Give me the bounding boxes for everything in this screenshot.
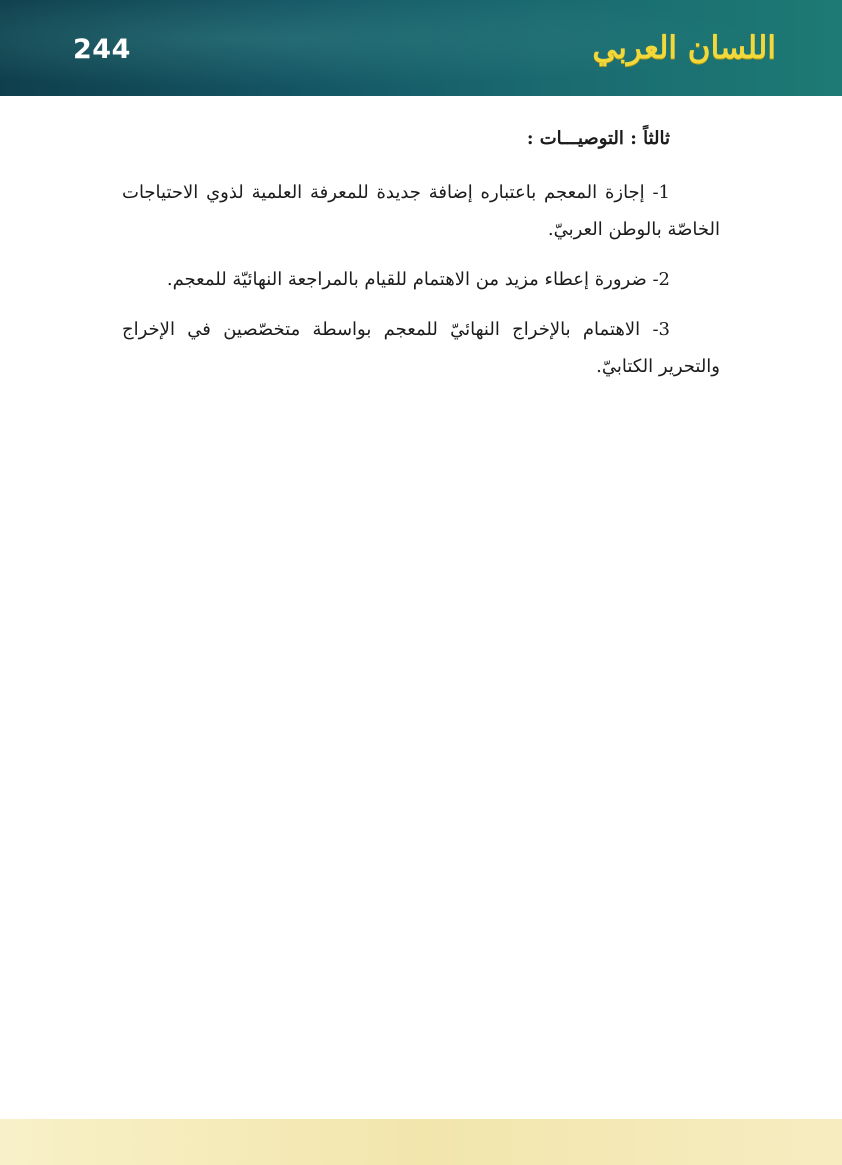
recommendation-item: 1- إجازة المعجم باعتباره إضافة جديدة للمعرفة العلمية لذوي الاحتياجات الخاصّة بالوطن العربيّ. — [122, 182, 720, 240]
page-header — [0, 0, 842, 96]
recommendation-item: 3- الاهتمام بالإخراج النهائيّ للمعجم بواسطة متخصّصين في الإخراج والتحرير الكتابيّ. — [122, 319, 720, 377]
page-content — [122, 122, 720, 398]
section-heading: ثالثاً : التوصيـــات : — [526, 128, 670, 149]
journal-logo: اللسان العربي — [592, 30, 776, 66]
recommendation-item: 2- ضرورة إعطاء مزيد من الاهتمام للقيام بالمراجعة النهائيّة للمعجم. — [166, 269, 670, 290]
page-footer — [0, 1119, 842, 1165]
page-number: 244 — [73, 34, 131, 65]
